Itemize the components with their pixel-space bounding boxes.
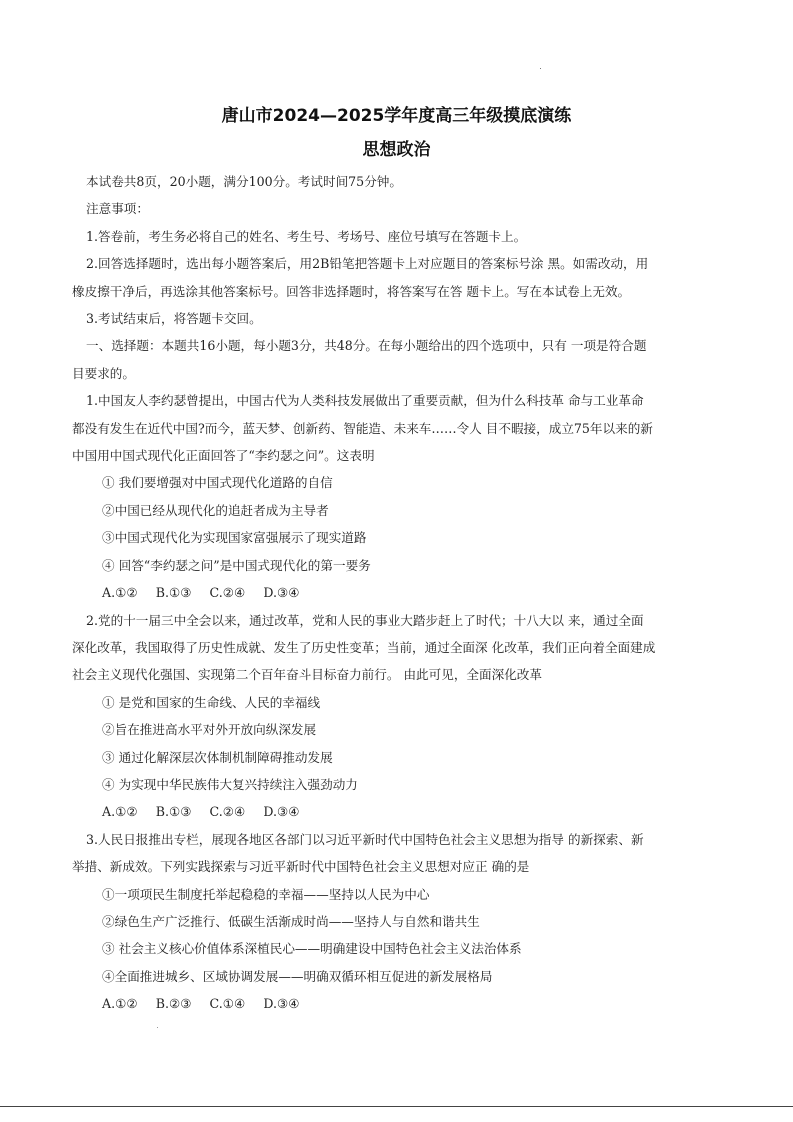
exam-subject: 思想政治 — [362, 140, 431, 160]
option-4: ④ 为实现中华民族伟大复兴持续注入强劲动力 — [102, 776, 358, 792]
scan-dot — [540, 68, 541, 69]
question-stem: 2.党的十一届三中全会以来，通过改革，党和人民的事业大踏步赶上了时代；十八大以 来，通过全面 — [86, 612, 644, 628]
choice-a: A.①② — [102, 804, 138, 820]
notice-item-3: 3.考试结束后，将答题卡交回。 — [86, 311, 262, 327]
choice-a: A.①② — [102, 996, 138, 1012]
choice-b: B.②③ — [155, 996, 192, 1012]
section-heading: 一、选择题：本题共16小题，每小题3分，共48分。在每小题给出的四个选项中，只有 一项是符合题 — [86, 338, 647, 354]
scan-dot — [157, 1027, 158, 1028]
option-4: ④ 回答“李约瑟之问”是中国式现代化的第一要务 — [102, 557, 371, 573]
notice-item-2: 2.回答选择题时，选出每小题答案后，用2B铅笔把答题卡上对应题目的答案标号涂 黑。如需改动，用 — [86, 256, 649, 272]
choice-a: A.①② — [102, 585, 138, 601]
choice-d: D.③④ — [263, 996, 300, 1012]
section-heading-cont: 目要求的。 — [72, 365, 135, 381]
question-stem-cont: 深化改革，我国取得了历史性成就、发生了历史性变革；当前，通过全面深 化改革，我们正向着全面建成 — [72, 639, 656, 655]
option-1: ①一项项民生制度托举起稳稳的幸福——坚持以人民为中心 — [102, 886, 430, 902]
question-stem-cont: 都没有发生在近代中国?而今，蓝天梦、创新药、智能造、未来车……令人 目不暇接，成立75年以来的新 — [72, 420, 653, 436]
option-2: ②绿色生产广泛推行、低碳生活渐成时尚——坚持人与自然和谐共生 — [102, 913, 480, 929]
choice-b: B.①③ — [155, 585, 192, 601]
option-4: ④全面推进城乡、区域协调发展——明确双循环相互促进的新发展格局 — [102, 968, 493, 984]
page-bottom-rule — [0, 1106, 793, 1107]
option-2: ②旨在推进高水平对外开放向纵深发展 — [102, 722, 317, 738]
question-stem-cont: 中国用中国式现代化正面回答了“李约瑟之问”。这表明 — [72, 448, 375, 464]
question-stem-cont: 社会主义现代化强国、实现第二个百年奋斗目标奋力前行。 由此可见，全面深化改革 — [72, 667, 542, 683]
question-1 — [72, 387, 722, 606]
answer-choices — [72, 798, 722, 825]
answer-choices — [72, 990, 722, 1017]
choice-c: C.①④ — [209, 996, 246, 1012]
question-stem: 1.中国友人李约瑟曾提出，中国古代为人类科技发展做出了重要贡献，但为什么科技革 命与工业革命 — [86, 393, 644, 409]
option-1: ① 是党和国家的生命线、人民的幸福线 — [102, 694, 321, 710]
exam-content — [72, 168, 722, 1018]
choice-b: B.①③ — [155, 804, 192, 820]
question-stem: 3.人民日报推出专栏，展现各地区各部门以习近平新时代中国特色社会主义思想为指导 的新探索、新 — [86, 831, 644, 847]
option-2: ②中国已经从现代化的追赶者成为主导者 — [102, 502, 329, 518]
option-3: ③ 通过化解深层次体制机制障碍推动发展 — [102, 749, 333, 765]
choice-d: D.③④ — [263, 585, 300, 601]
intro-line: 本试卷共8页，20小题，满分100分。考试时间75分钟。 — [86, 174, 402, 189]
question-2 — [72, 607, 722, 826]
notice-item-1: 1.答卷前，考生务必将自己的姓名、考生号、考场号、座位号填写在答题卡上。 — [86, 228, 527, 244]
question-3 — [72, 826, 722, 1018]
option-3: ③ 社会主义核心价值体系深植民心——明确建设中国特色社会主义法治体系 — [102, 941, 522, 957]
notice-heading: 注意事项： — [86, 201, 149, 217]
notice-item-2-cont: 橡皮擦干净后，再选涂其他答案标号。回答非选择题时，将答案写在答 题卡上。写在本试卷上无效。 — [72, 283, 631, 299]
exam-title: 唐山市2024—2025学年度高三年级摸底演练 — [221, 106, 572, 126]
choice-c: C.②④ — [209, 804, 246, 820]
choice-d: D.③④ — [263, 804, 300, 820]
question-stem-cont: 举措、新成效。下列实践探索与习近平新时代中国特色社会主义思想对应正 确的是 — [72, 859, 530, 875]
choice-c: C.②④ — [209, 585, 246, 601]
option-1: ① 我们要增强对中国式现代化道路的自信 — [102, 475, 333, 491]
answer-choices — [72, 579, 722, 606]
option-3: ③中国式现代化为实现国家富强展示了现实道路 — [102, 530, 367, 546]
